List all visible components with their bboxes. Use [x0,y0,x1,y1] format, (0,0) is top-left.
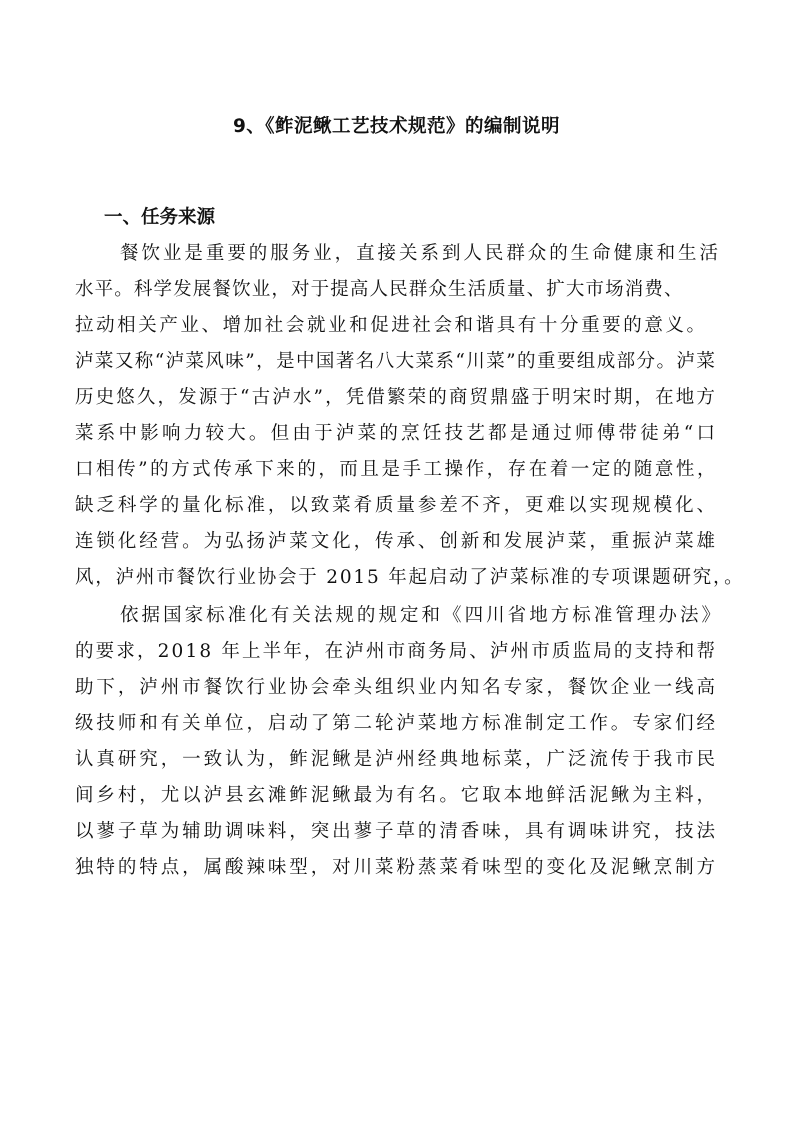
paragraph-line: 的要求，2018 年上半年，在泸州市商务局、泸州市质监局的支持和帮 [75,641,718,662]
paragraph-line: 助下，泸州市餐饮行业协会牵头组织业内知名专家，餐饮企业一线高 [75,677,718,698]
paragraph-line: 缺乏科学的量化标准，以致菜肴质量参差不齐，更难以实现规模化、 [75,495,718,516]
paragraph-line: 口相传”的方式传承下来的，而且是手工操作，存在着一定的随意性， [75,459,718,480]
document-title: 9、《鲊泥鳅工艺技术规范》的编制说明 [232,116,561,137]
paragraph-line: 餐饮业是重要的服务业，直接关系到人民群众的生命健康和生活 [120,243,721,264]
paragraph-line: 认真研究，一致认为，鲊泥鳅是泸州经典地标菜，广泛流传于我市民 [75,749,718,770]
paragraph-line: 依据国家标准化有关法规的规定和《四川省地方标准管理办法》 [120,605,724,626]
paragraph-line: 间乡村，尤以泸县玄滩鲊泥鳅最为有名。它取本地鲜活泥鳅为主料， [75,785,718,806]
paragraph-line: 泸菜又称“泸菜风味”，是中国著名八大菜系“川菜”的重要组成部分。泸菜 [75,351,717,372]
paragraph-line: 拉动相关产业、增加社会就业和促进社会和谐具有十分重要的意义。 [75,315,708,336]
paragraph-line: 风，泸州市餐饮行业协会于 2015 年起启动了泸菜标准的专项课题研究，。 [75,567,745,588]
paragraph-line: 独特的特点，属酸辣味型，对川菜粉蒸菜肴味型的变化及泥鳅烹制方 [75,857,718,878]
paragraph-line: 菜系中影响力较大。但由于泸菜的烹饪技艺都是通过师傅带徒弟“口 [75,423,719,444]
paragraph-line: 水平。科学发展餐饮业，对于提高人民群众生活质量、扩大市场消费、 [75,279,684,300]
paragraph-line: 以蓼子草为辅助调味料，突出蓼子草的清香味，具有调味讲究，技法 [75,821,718,842]
paragraph-line: 连锁化经营。为弘扬泸菜文化，传承、创新和发展泸菜，重振泸菜雄 [75,531,718,552]
section-heading: 一、任务来源 [104,207,216,228]
paragraph-line: 级技师和有关单位，启动了第二轮泸菜地方标准制定工作。专家们经 [75,713,718,734]
paragraph-line: 历史悠久，发源于“古泸水”，凭借繁荣的商贸鼎盛于明宋时期，在地方 [75,387,718,408]
